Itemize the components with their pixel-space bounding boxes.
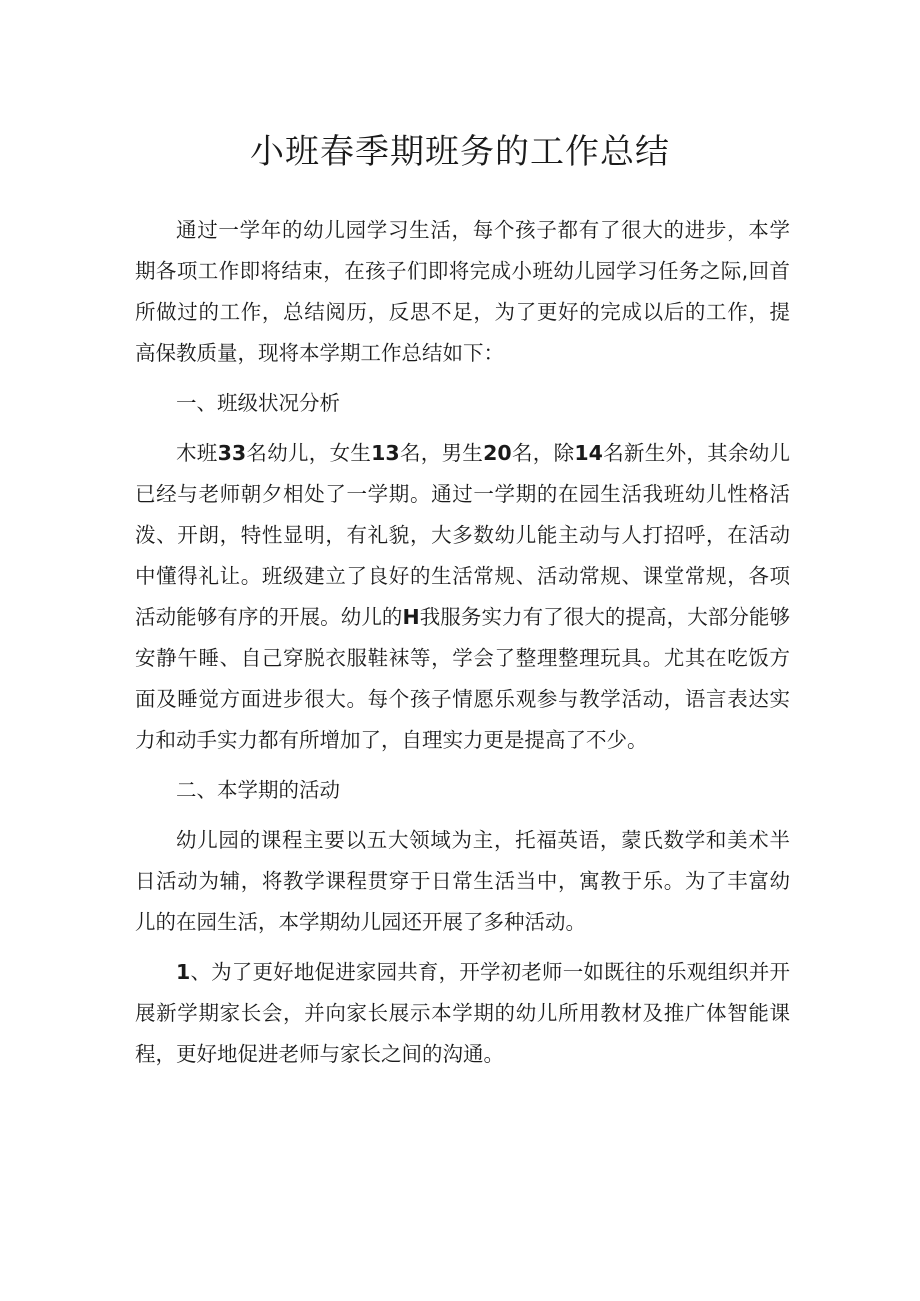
boys-count: 20 [483, 441, 512, 465]
text-run: 名，除 [511, 441, 575, 465]
text-run: 我服务实力有了很大的提高，大部分能够安静午睡、自己穿脱衣服鞋袜等，学会了整理整理玩具。尤其在吃饭方面及睡觉方面进步很大。每个孩子情愿乐观参与教学活动，语言表达实力和动手实力都有所增加了，自理实力更是提高了不少。 [135, 605, 791, 752]
intro-paragraph: 通过一学年的幼儿园学习生活，每个孩子都有了很大的进步，本学期各项工作即将结束，在孩子们即将完成小班幼儿园学习任务之际,回首所做过的工作，总结阅历，反思不足，为了更好的完成以后的工作，提高保教质量，现将本学期工作总结如下： [135, 218, 790, 365]
bold-letter-h: H [402, 605, 420, 629]
text-run: 名幼儿，女生 [246, 441, 372, 465]
section-heading-activities: 二、本学期的活动 [176, 778, 340, 802]
class-status-paragraph [135, 433, 790, 761]
activity-item-1 [135, 952, 790, 1075]
document-body [135, 210, 790, 1084]
new-students-count: 14 [574, 441, 603, 465]
item-number: 1 [176, 960, 191, 984]
section-heading-class-status: 一、班级状况分析 [176, 391, 340, 415]
document-title: 小班春季期班务的工作总结 [250, 132, 670, 172]
text-run: 木班 [176, 441, 218, 465]
item-text: 、为了更好地促进家园共育，开学初老师一如既往的乐观组织并开展新学期家长会，并向家长展示本学期的幼儿所用教材及推广体智能课程，更好地促进老师与家长之间的沟通。 [135, 960, 790, 1066]
text-run: 名，男生 [399, 441, 484, 465]
activities-paragraph: 幼儿园的课程主要以五大领域为主，托福英语，蒙氏数学和美术半日活动为辅，将教学课程贯穿于日常生活当中，寓教于乐。为了丰富幼儿的在园生活，本学期幼儿园还开展了多种活动。 [135, 828, 790, 934]
girls-count: 13 [371, 441, 400, 465]
student-total-count: 33 [217, 441, 247, 465]
text-run: 名新生外，其余幼儿已经与老师朝夕相处了一学期。通过一学期的在园生活我班幼儿性格活泼、开朗，特性显明，有礼貌，大多数幼儿能主动与人打招呼，在活动中懂得礼让。班级建立了良好的生活常规、活动常规、课堂常规，各项活动能够有序的开展。幼儿的 [135, 441, 791, 629]
